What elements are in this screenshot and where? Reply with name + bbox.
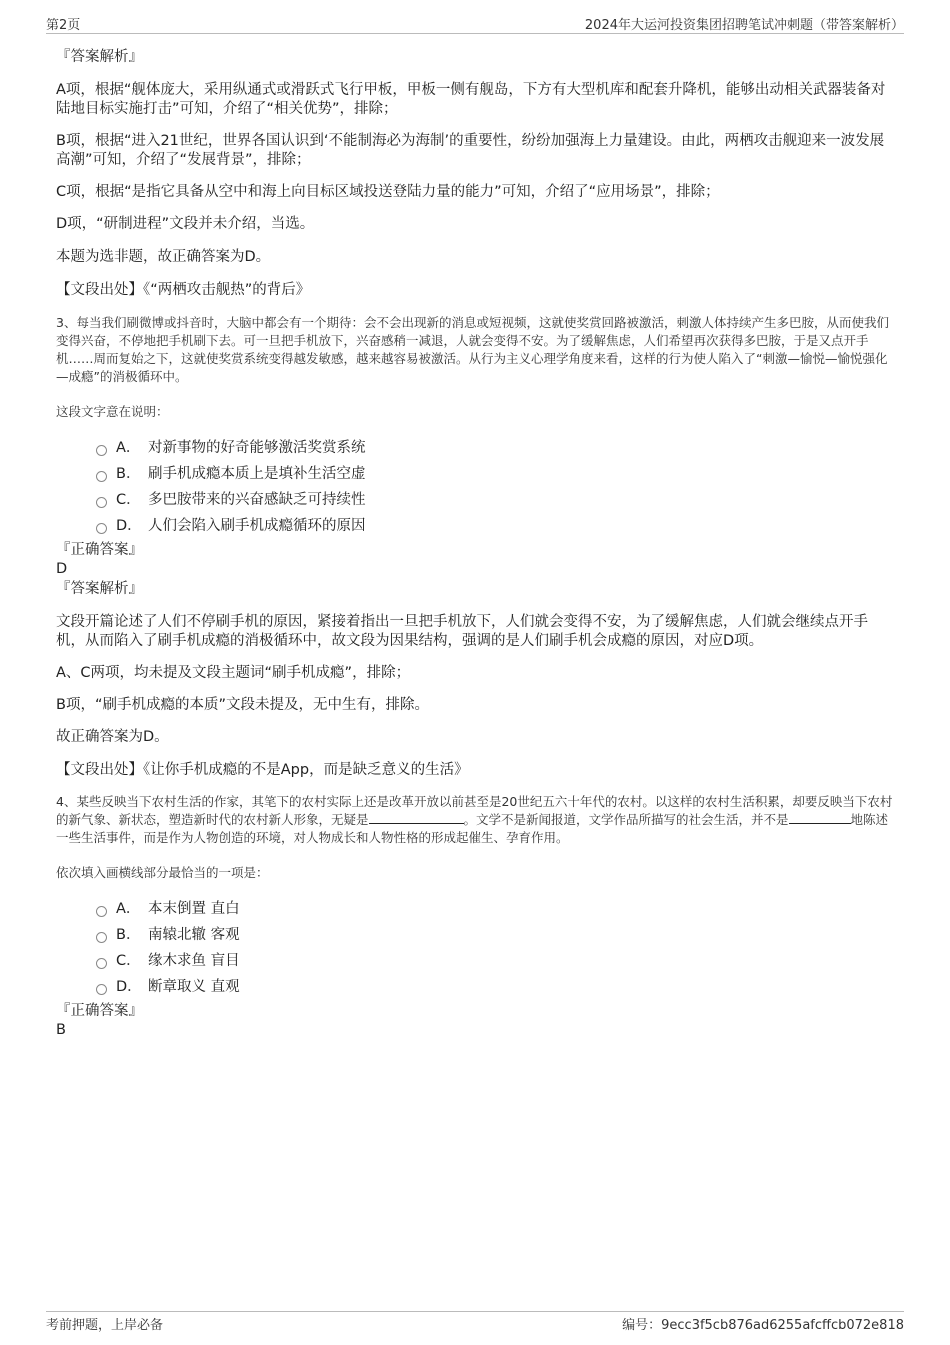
radio-button[interactable] — [96, 932, 107, 943]
question-stem: 4、某些反映当下农村生活的作家，其笔下的农村实际上还是改革开放以前甚至是20世纪五六十年代的农村。以这样的农村生活积累，却要反映当下农村的新气象、新状态，塑造新时代的农村新人形象，无疑是 。文学不是新闻报道，文学作品所描写的社会生活，并不是 地陈述一些生活事件，而是作为人物创造的环境，对人物成长和人物性格的形成起催生、孕育作用。 — [56, 794, 893, 845]
analysis-label: 『答案解析』 — [56, 49, 143, 65]
options-list — [96, 435, 896, 539]
fill-blank — [789, 811, 851, 824]
document-title: 2024年大运河投资集团招聘笔试冲刺题（带答案解析） — [584, 18, 904, 33]
page-header — [46, 14, 904, 32]
radio-button[interactable] — [96, 906, 107, 917]
question-stem: 3、每当我们刷微博或抖音时，大脑中都会有一个期待：会不会出现新的消息或短视频，这就使奖赏回路被激活，刺激人体持续产生多巴胺，从而使我们变得兴奋，不停地把手机刷下去。可一旦把手机放下，兴奋感稍一减退，人就会变得不安。为了缓解焦虑，人们希望再次获得多巴胺，于是又点开手机……周而复始之下，这就使奖赏系统变得越发敏感，越来越容易被激活。从行为主义心理学角度来看，这样的行为使人陷入了“刺激—愉悦—愉悦强化—成瘾”的消极循环中。 — [56, 315, 889, 384]
radio-button[interactable] — [96, 497, 107, 508]
option-d[interactable]: D． 人们会陷入刷手机成瘾循环的原因 — [96, 513, 896, 539]
option-c[interactable]: C． 缘木求鱼 盲目 — [96, 948, 896, 974]
radio-button[interactable] — [96, 445, 107, 456]
answer-label: 『正确答案』 — [56, 542, 143, 558]
option-a[interactable]: A． 本末倒置 直白 — [96, 896, 896, 922]
footer-slogan: 考前押题，上岸必备 — [46, 1318, 164, 1333]
fill-blank — [369, 811, 464, 824]
question-prompt: 依次填入画横线部分最恰当的一项是： — [56, 865, 269, 880]
analysis-label: 『答案解析』 — [56, 581, 143, 597]
question-prompt: 这段文字意在说明： — [56, 404, 169, 419]
analysis-paragraph: D项，“研制进程”文段并未介绍，当选。 — [56, 216, 315, 232]
analysis-paragraph: A、C两项，均未提及文段主题词“刷手机成瘾”，排除； — [56, 665, 411, 681]
option-b[interactable]: B． 南辕北辙 客观 — [96, 922, 896, 948]
page-number: 第2页 — [46, 18, 81, 33]
analysis-paragraph: C项，根据“是指它具备从空中和海上向目标区域投送登陆力量的能力”可知，介绍了“应用场景”，排除； — [56, 184, 720, 200]
options-list — [96, 896, 896, 1000]
document-id: 编号：9ecc3f5cb876ad6255afcffcb072e818 — [622, 1318, 904, 1333]
document-body — [56, 45, 896, 1040]
option-d[interactable]: D． 断章取义 直观 — [96, 974, 896, 1000]
analysis-paragraph: B项，“刷手机成瘾的本质”文段未提及，无中生有，排除。 — [56, 697, 429, 713]
option-a[interactable]: A． 对新事物的好奇能够激活奖赏系统 — [96, 435, 896, 461]
source-citation: 【文段出处】《让你手机成瘾的不是App，而是缺乏意义的生活》 — [56, 762, 469, 778]
analysis-conclusion: 故正确答案为D。 — [56, 729, 169, 745]
option-b[interactable]: B． 刷手机成瘾本质上是填补生活空虚 — [96, 461, 896, 487]
option-c[interactable]: C． 多巴胺带来的兴奋感缺乏可持续性 — [96, 487, 896, 513]
answer-label: 『正确答案』 — [56, 1003, 143, 1019]
header-divider — [46, 33, 904, 34]
source-citation: 【文段出处】《“两栖攻击舰热”的背后》 — [56, 282, 311, 298]
analysis-conclusion: 本题为选非题，故正确答案为D。 — [56, 249, 271, 265]
analysis-paragraph: A项，根据“舰体庞大，采用纵通式或滑跃式飞行甲板，甲板一侧有舰岛，下方有大型机库和配套升降机，能够出动相关武器装备对陆地目标实施打击”可知，介绍了“相关优势”，排除； — [56, 82, 886, 117]
analysis-paragraph: 文段开篇论述了人们不停刷手机的原因，紧接着指出一旦把手机放下，人们就会变得不安，为了缓解焦虑，人们就会继续点开手机，从而陷入了刷手机成瘾的消极循环中，故文段为因果结构，强调的是人们刷手机会成瘾的原因，对应D项。 — [56, 614, 868, 649]
radio-button[interactable] — [96, 471, 107, 482]
radio-button[interactable] — [96, 984, 107, 995]
correct-answer: B — [56, 1022, 66, 1038]
radio-button[interactable] — [96, 523, 107, 534]
radio-button[interactable] — [96, 958, 107, 969]
analysis-paragraph: B项，根据“进入21世纪，世界各国认识到‘不能制海必为海制’的重要性，纷纷加强海上力量建设。由此，两栖攻击舰迎来一波发展高潮”可知，介绍了“发展背景”，排除； — [56, 133, 885, 168]
footer-divider — [46, 1311, 904, 1312]
correct-answer: D — [56, 561, 68, 577]
